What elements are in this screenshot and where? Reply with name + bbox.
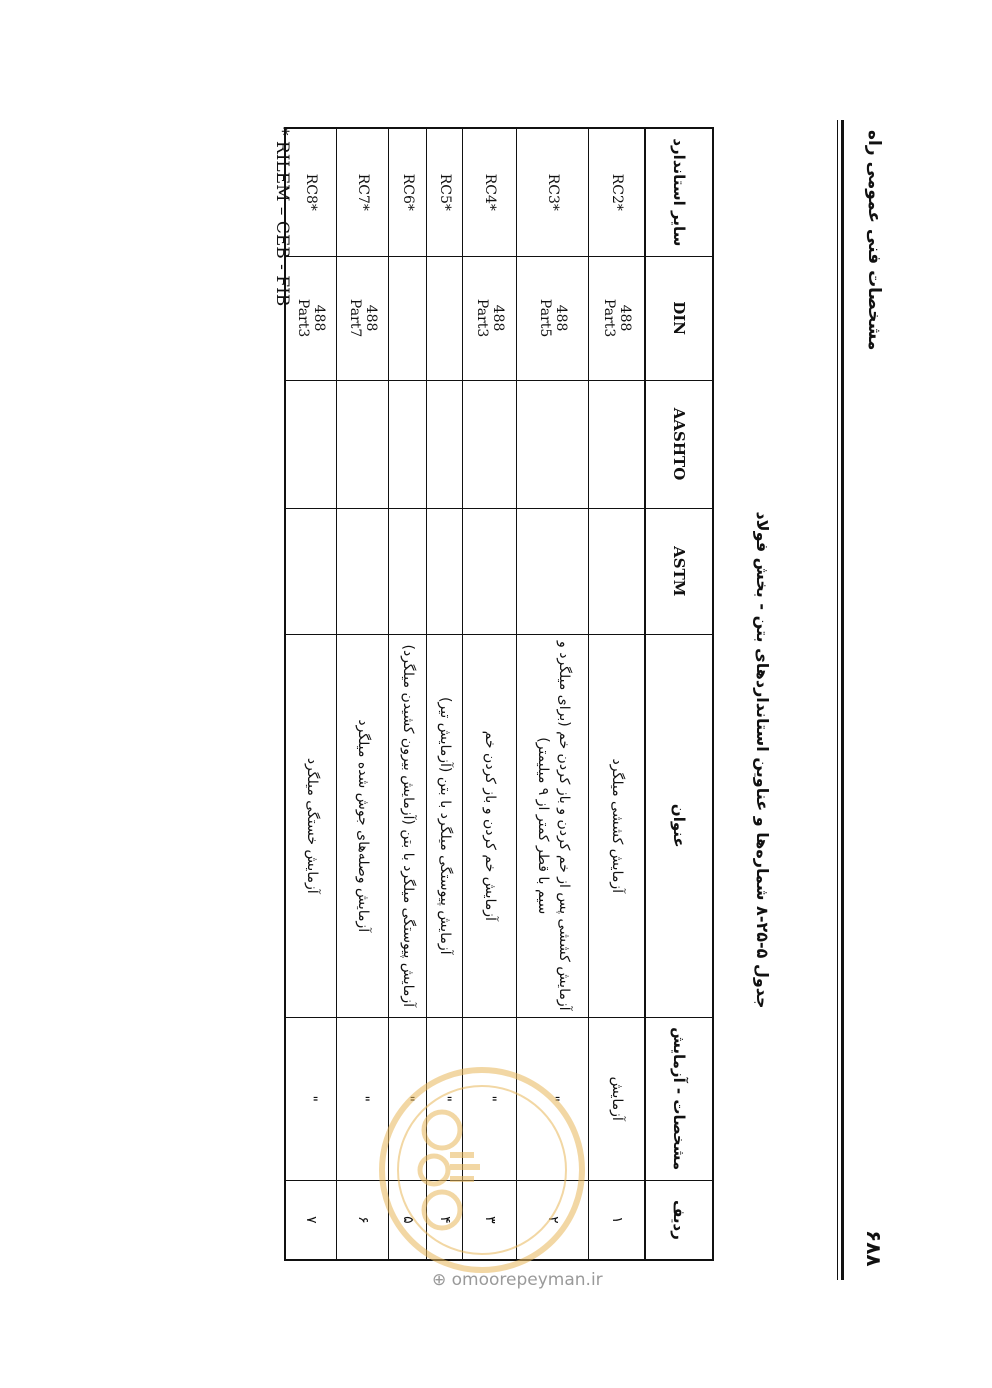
cell-other-standard: RC7* <box>337 128 389 256</box>
cell-aashto <box>337 380 389 508</box>
din-part: Part3 <box>600 298 617 338</box>
cell-row-number: ۱ <box>589 1180 645 1260</box>
cell-title: آزمایش خستگی میلگرد <box>285 635 337 1018</box>
cell-other-standard: RC2* <box>589 128 645 256</box>
cell-spec: " <box>285 1017 337 1180</box>
cell-other-standard: RC8* <box>285 128 337 256</box>
cell-aashto <box>285 380 337 508</box>
cell-aashto <box>389 380 427 508</box>
cell-other-standard: RC5* <box>427 128 463 256</box>
cell-other-standard: RC6* <box>389 128 427 256</box>
header-astm: ASTM <box>645 508 713 635</box>
cell-astm <box>285 508 337 635</box>
cell-spec: " <box>463 1017 517 1180</box>
cell-din <box>463 256 517 380</box>
cell-spec: " <box>427 1017 463 1180</box>
seal-watermark-icon <box>372 1060 592 1280</box>
din-part: Part3 <box>474 298 490 338</box>
header-spec: مشخصات - آزمایش <box>645 1017 713 1180</box>
din-number: 488 <box>311 304 328 332</box>
cell-aashto <box>589 380 645 508</box>
din-number: 488 <box>363 304 380 332</box>
cell-title: آزمایش کششی میلگرد <box>589 635 645 1018</box>
site-watermark-text: omoorepeyman.ir <box>451 1270 603 1290</box>
table-row <box>285 128 337 1260</box>
cell-title: آزمایش کششی پس از خم کردن و باز کردن خم (برای میلگرد و سیم با قطر کمتر از ۹ میلیمتر) <box>517 635 589 1018</box>
din-number: 488 <box>553 304 570 332</box>
cell-row-number: ۳ <box>463 1180 517 1260</box>
cell-row-number: ۲ <box>517 1180 589 1260</box>
cell-row-number: ۶ <box>337 1180 389 1260</box>
cell-astm <box>427 508 463 635</box>
cell-astm <box>337 508 389 635</box>
running-title: مشخصات فنی عمومی راه <box>864 130 884 351</box>
header-other-standard: سایر استاندارد <box>645 128 713 256</box>
cell-astm <box>463 508 517 635</box>
header-row-number: ردیف <box>645 1180 713 1260</box>
cell-row-number: ۷ <box>285 1180 337 1260</box>
din-number: 488 <box>616 304 633 332</box>
cell-din <box>589 256 645 380</box>
cell-astm <box>517 508 589 635</box>
cell-title: آزمایش پیوستگی میلگرد با بتن (آزمایش تیر) <box>427 635 463 1018</box>
table-header-row <box>645 128 713 1260</box>
header-din: DIN <box>645 256 713 380</box>
cell-din <box>427 256 463 380</box>
cell-spec: " <box>517 1017 589 1180</box>
table-row <box>589 128 645 1260</box>
cell-din <box>285 256 337 380</box>
din-part: Part5 <box>537 298 553 338</box>
cell-title: آزمایش پیوستگی میلگرد با بتن (آزمایش بیرون کشیدن میلگرد) <box>389 635 427 1018</box>
page-number: ۶۸۸ <box>862 1230 886 1267</box>
cell-din <box>517 256 589 380</box>
cell-din <box>389 256 427 380</box>
header-aashto: AASHTO <box>645 380 713 508</box>
cell-spec: " <box>389 1017 427 1180</box>
cell-other-standard: RC4* <box>463 128 517 256</box>
table-caption: جدول ۵-۲۵-۸ شماره‌ها و عناوین استانداردهای بتن - بخش فولاد <box>753 511 772 1009</box>
header-title: عنوان <box>645 635 713 1018</box>
din-part: Part7 <box>347 298 363 338</box>
din-part: Part3 <box>295 298 312 338</box>
cell-din <box>337 256 389 380</box>
header-rule-thick <box>841 120 844 1280</box>
cell-spec: آزمایش <box>589 1017 645 1180</box>
cell-title: آزمایش وصله‌های جوش شده میلگرد <box>337 635 389 1018</box>
cell-other-standard: RC3* <box>517 128 589 256</box>
cell-title: آزمایش خم کردن و باز کردن خم <box>463 635 517 1018</box>
cell-aashto <box>517 380 589 508</box>
cell-spec: " <box>337 1017 389 1180</box>
cell-aashto <box>427 380 463 508</box>
din-number: 488 <box>490 304 507 332</box>
cell-row-number: ۵ <box>389 1180 427 1260</box>
site-watermark: ⊕ omoorepeyman.ir <box>432 1270 603 1290</box>
cell-row-number: ۴ <box>427 1180 463 1260</box>
cell-astm <box>389 508 427 635</box>
cell-astm <box>589 508 645 635</box>
footnote: * RILEM – CEB - FIB <box>272 127 292 307</box>
header-rule-thin <box>837 120 838 1280</box>
cell-aashto <box>463 380 517 508</box>
